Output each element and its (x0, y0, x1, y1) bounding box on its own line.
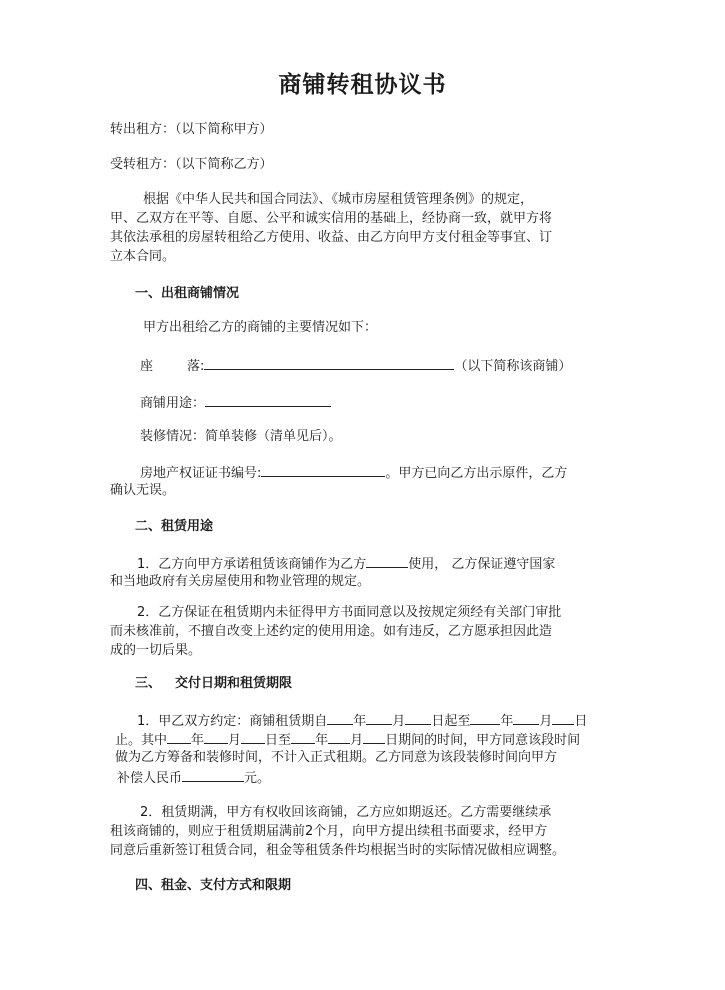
decoration-line: 装修情况：简单装修（清单见后）。 (140, 429, 342, 444)
compensation-amount-blank[interactable] (182, 767, 244, 782)
prep-month-blank[interactable] (204, 729, 228, 744)
party-a-line: 转出租方：（以下简称甲方） (110, 122, 273, 137)
cert-suffix: 。甲方已向乙方出示原件，乙方 (385, 466, 568, 481)
month-label: 月 (392, 714, 406, 729)
prep-end-month-blank[interactable] (328, 729, 350, 744)
cert-label: 房地产权证证书编号: (140, 466, 262, 481)
compensation-label: 补偿人民币 (117, 771, 183, 786)
prep-end-year-blank[interactable] (291, 729, 315, 744)
section-3-number: 三、 (135, 676, 162, 691)
usage-purpose-blank[interactable] (366, 553, 408, 568)
section-1-heading: 一、出租商铺情况 (135, 286, 240, 301)
start-year-blank[interactable] (327, 710, 353, 725)
intro-line-1: 根据《中华人民共和国合同法》、《城市房屋租赁管理条例》的规定， (143, 192, 534, 207)
year-label: 年 (500, 714, 514, 729)
document-title: 商铺转租协议书 (278, 71, 447, 98)
section-2-heading: 二、租赁用途 (135, 519, 214, 534)
party-b-line: 受转租方：（以下简称乙方） (110, 157, 273, 172)
year-label: 年 (353, 714, 367, 729)
s3-p1-text-c: 日期间的时间，甲方同意该段时间 (385, 733, 581, 748)
s2-p1-text-a: 1．乙方向甲方承诺租赁该商铺作为乙方 (137, 557, 367, 572)
prep-year-blank[interactable] (167, 729, 191, 744)
usage-blank[interactable] (205, 392, 331, 407)
compensation-unit: 元。 (244, 771, 271, 786)
s3-p1-text-b: 止。其中 (115, 733, 168, 748)
usage-label: 商铺用途： (140, 396, 206, 411)
day-label: 日 (574, 714, 588, 729)
prep-end-day-blank[interactable] (363, 729, 385, 744)
section-1-lead: 甲方出租给乙方的商铺的主要情况如下： (143, 320, 378, 335)
s3-p1-text-a: 1．甲乙双方约定：商铺租赁期自 (137, 714, 328, 729)
day-from-label: 日起至 (431, 714, 471, 729)
intro-line-2: 甲、乙双方在平等、自愿、公平和诚实信用的基础上，经协商一致，就甲方将 (110, 211, 553, 226)
s3-p1-line-3: 做为乙方筹备和装修时间，不计入正式租期。乙方同意为该段装修时间向甲方 (115, 750, 558, 765)
month-label: 月 (539, 714, 553, 729)
prep-day-blank[interactable] (241, 729, 265, 744)
end-year-blank[interactable] (470, 710, 500, 725)
s2-p2-line-1: 2．乙方保证在租赁期内未征得甲方书面同意以及按规定须经有关部门审批 (137, 605, 562, 620)
end-day-blank[interactable] (552, 710, 574, 725)
location-suffix: （以下简称该商铺） (454, 359, 572, 374)
day-to-label: 日至 (265, 733, 292, 748)
section-4-heading: 四、租金、支付方式和限期 (135, 878, 292, 893)
s3-p2-line-3: 同意后重新签订租赁合同，租金等租赁条件均根据当时的实际情况做相应调整。 (110, 843, 566, 858)
intro-line-3: 其依法承租的房屋转租给乙方使用、收益、由乙方向甲方支付租金等事宜、订 (110, 230, 553, 245)
section-3-title: 交付日期和租赁期限 (175, 676, 293, 691)
end-month-blank[interactable] (513, 710, 539, 725)
cert-number-blank[interactable] (261, 462, 385, 477)
s2-p1-text-b: 使用， 乙方保证遵守国家 (408, 557, 556, 572)
s3-p2-line-2: 租该商铺的，则应于租赁期届满前2个月，向甲方提出续租书面要求，经甲方 (110, 824, 548, 839)
year-label: 年 (315, 733, 329, 748)
s3-p1-line-4 (117, 767, 637, 789)
s2-p2-line-3: 成的一切后果。 (110, 643, 202, 658)
location-label-a: 座 (140, 359, 154, 374)
month-label: 月 (228, 733, 242, 748)
s3-p2-line-1: 2．租赁期满，甲方有权收回该商铺，乙方应如期返还。乙方需要继续承 (140, 805, 552, 820)
s2-p2-line-2: 而未核准前，不擅自改变上述约定的使用用途。如有违反，乙方愿承担因此造 (110, 624, 553, 639)
usage-line (140, 392, 660, 414)
location-blank[interactable] (204, 355, 454, 370)
year-label: 年 (191, 733, 205, 748)
location-line (140, 355, 660, 377)
start-month-blank[interactable] (366, 710, 392, 725)
start-day-blank[interactable] (405, 710, 431, 725)
location-label-b: 落: (187, 359, 205, 374)
section-3-heading (135, 674, 655, 694)
s2-p1-line-2: 和当地政府有关房屋使用和物业管理的规定。 (110, 574, 371, 589)
cert-line-2: 确认无误。 (110, 483, 176, 498)
intro-line-4: 立本合同。 (110, 249, 176, 264)
month-label: 月 (350, 733, 364, 748)
